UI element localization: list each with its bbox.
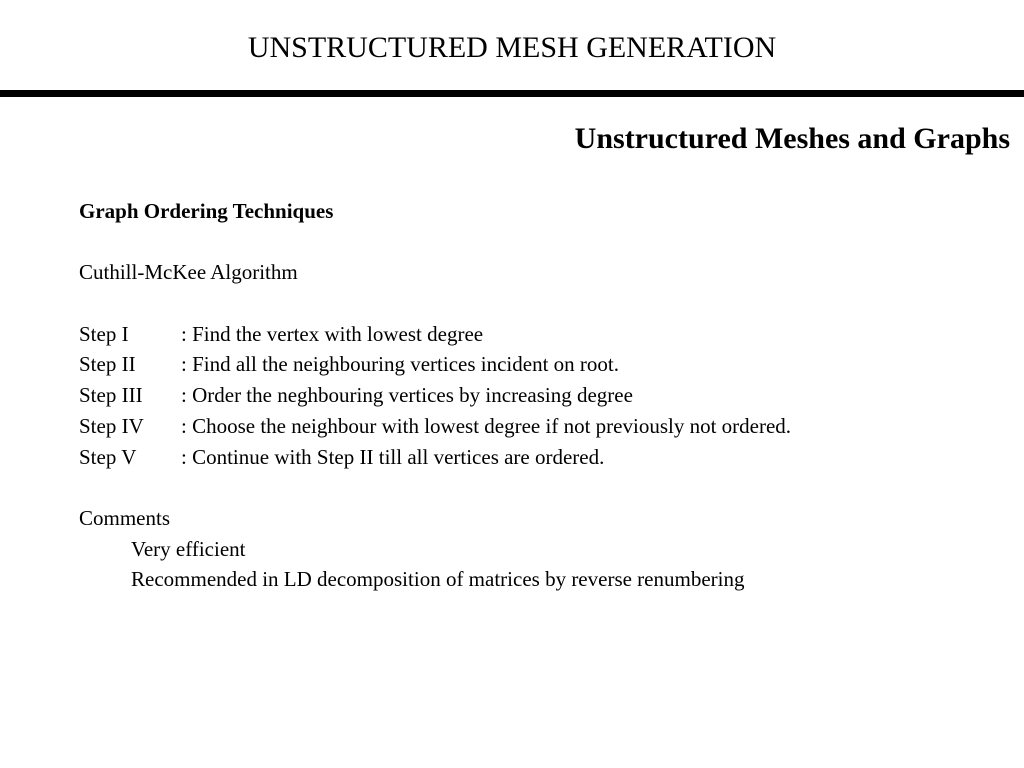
step-label: Step IV <box>79 413 144 438</box>
header-divider <box>0 90 1024 97</box>
step-label: Step V <box>79 444 137 469</box>
blank-line <box>79 472 1009 503</box>
slide-section-title: Unstructured Meshes and Graphs <box>574 122 1010 155</box>
step-row <box>79 411 1009 442</box>
slide-content <box>79 196 1009 595</box>
step-row <box>79 349 1009 380</box>
step-row <box>79 442 1009 473</box>
step-row <box>79 380 1009 411</box>
content-heading: Graph Ordering Techniques <box>79 199 334 223</box>
step-label: Step III <box>79 383 143 408</box>
step-text: : Continue with Step II till all vertices are ordered. <box>181 444 605 469</box>
comment-item: Recommended in LD decomposition of matrices by reverse renumbering <box>131 567 745 592</box>
step-label: Step II <box>79 352 136 377</box>
comments-label: Comments <box>79 505 171 530</box>
slide-header-title: UNSTRUCTURED MESH GENERATION <box>247 31 777 64</box>
step-label: Step I <box>79 321 129 346</box>
step-text: : Order the neghbouring vertices by increasing degree <box>181 383 633 408</box>
step-text: : Choose the neighbour with lowest degree if not previously not ordered. <box>181 413 792 438</box>
algorithm-name: Cuthill-McKee Algorithm <box>79 260 298 285</box>
blank-line <box>79 288 1009 319</box>
step-row <box>79 319 1009 350</box>
blank-line <box>79 227 1009 258</box>
step-text: : Find all the neighbouring vertices incident on root. <box>181 352 619 377</box>
comment-item: Very efficient <box>131 536 246 561</box>
step-text: : Find the vertex with lowest degree <box>181 321 484 346</box>
